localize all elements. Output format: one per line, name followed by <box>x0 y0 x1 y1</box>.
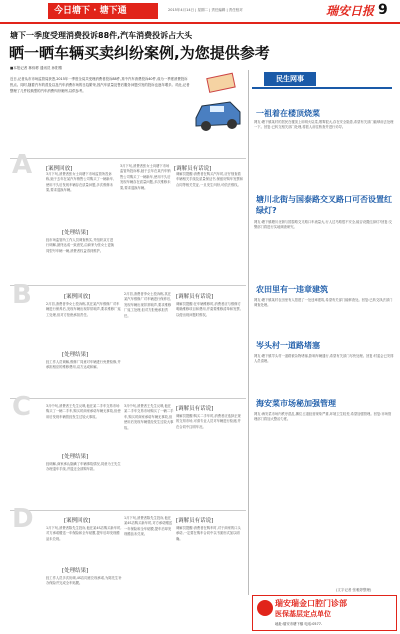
issue-date: 2015年4月14日 | 星期二 | 责任编辑 | 责任校对 <box>168 8 243 12</box>
sidebar-item-text: 网友:塘下镇岑头村一道路被杂物堵塞,影响车辆通行,希望有关部门尽快处理。回复:村委会已安排人员清理。 <box>254 354 394 364</box>
result-text: 经调解,商家承认隐瞒了车辆事故情况,同意为王先生办理退车手续,并退还全部购车款。 <box>46 462 121 472</box>
case-text-2: 3月中旬,消费者王先生反映,他在某二手车交易市场购买了一辆二手车,购买时商家承诺车辆无事故,但使用后发现车辆曾经发生过较大事故。 <box>124 404 174 430</box>
case-label: [案例回放] <box>64 518 91 524</box>
comment-text: 调解员提醒:消费者在购车时,对于商家的口头承诺,一定要在购车合同中以书面形式加以明确。 <box>176 526 241 541</box>
section-rule <box>10 510 246 511</box>
sidebar-badge: 民生网事 <box>264 72 316 86</box>
section-rule <box>10 398 246 399</box>
result-text: 经工作人员调解,维修厂同意对车辆进行免费检修,并承担相应的维修费用,双方达成和解。 <box>46 360 121 370</box>
result-text: 经工作人员多次协调,4S店同意兑现承诺,为陈先生补办保险并完成全车贴膜。 <box>46 576 122 586</box>
sidebar-item-title: 海安菜市场秘加强管理 <box>256 399 336 408</box>
case-text: 1月下旬,消费者陈先生投诉,他在某4S店购买新车时,对方承诺赠送一年保险和全车贴膜,提车后却发现赠品未兑现。 <box>46 526 122 541</box>
comment-text: 调解员提醒:消费者在购买汽车时,应仔细查看车辆相关手续及质量保证书,保留好购车发票和合同等相关凭证,一旦发生纠纷,可依法维权。 <box>176 172 243 187</box>
section-letter: A <box>12 150 33 180</box>
case-text-2: 2月初,消费者李女士投诉称,其在某汽车维修厂对车辆进行保养后,发现车辆出现异常响声,要求维修厂返工处理,但对方拒绝承担责任。 <box>124 292 172 318</box>
section-letter: B <box>12 280 32 310</box>
comment-label: [调解员有话说] <box>176 294 214 300</box>
result-label: [处理结果] <box>62 568 89 574</box>
result-label: [处理结果] <box>62 454 89 460</box>
sidebar-source: (文字记者 张雅婷整理) <box>336 588 372 592</box>
case-text: 3月下旬,消费者张女士向塘下市场监管所投诉称,她于去年在某汽车销售公司购买了一辆新车,使用不久后发现车辆存在质量问题,多次维修未果,要求退换车辆。 <box>46 172 115 193</box>
sidebar-item-title: 岑头村一道路堵塞 <box>256 341 320 350</box>
header-divider <box>0 22 400 24</box>
case-text-2: 1月下旬,消费者陈先生投诉,他在某4S店购买新车时,对方承诺赠送一年保险和全车贴膜,提车后却发现赠品未兑现。 <box>124 516 173 537</box>
page-number: 9 <box>378 2 388 18</box>
section-rule <box>10 285 246 286</box>
ad-subtitle: 医保基层定点单位 <box>275 610 331 618</box>
result-label: [处理结果] <box>62 352 89 358</box>
column-divider <box>248 70 249 595</box>
case-text-2: 3月下旬,消费者张女士向塘下市场监管所投诉称,她于去年在某汽车销售公司购买了一辆新车,使用不久后发现车辆存在质量问题,多次维修未果,要求退换车辆。 <box>120 164 171 190</box>
section-rule <box>10 158 246 159</box>
sidebar-header <box>252 72 392 89</box>
section-letter: D <box>12 504 34 534</box>
section-tag: 今日塘下 · 塘下通 <box>48 3 158 19</box>
comment-text: 调解员提醒:在车辆维修时,消费者应与维修方明确维修项目和费用,并索要维修清单和发票,以便出现问题时维权。 <box>176 302 241 317</box>
sidebar-item-text: 网友:塘下镇某村的居民在楼顶上用明火烧菜,烟雾很大,存在安全隐患,希望有关部门能够前去处理一下。回复:已转交相关部门处理,将派人前往核查并进行劝导。 <box>254 120 394 130</box>
article-headline: 晒一晒车辆买卖纠纷案例,为您提供参考 <box>9 44 270 62</box>
ad-title: 瑞安瑞金口腔门诊部 <box>275 599 347 608</box>
result-label: [处理结果] <box>62 230 89 236</box>
newspaper-logo: 瑞安日报 <box>326 4 375 18</box>
article-intro: 近日,记者从市市场监管局获悉,2015年一季度全局共受理消费者投诉88件,其中汽车消费投诉40件,成为一季度消费投诉热点。同时,随着汽车的普及以及汽车消费市场的日趋繁荣,因汽车质量及售后服务问题引发的投诉也逐年增多。对此,记者整理了几件较典型的汽车消费纠纷案例,以供参考。 <box>10 77 190 94</box>
case-label: [案例回放] <box>46 166 73 172</box>
case-text: 2月初,消费者李女士投诉称,其在某汽车维修厂对车辆进行保养后,发现车辆出现异常响声,要求维修厂返工处理,但对方拒绝承担责任。 <box>46 302 121 317</box>
car-illustration <box>190 72 245 142</box>
sidebar-item-text: 网友:塘下镇某村农田里有人搭建了一处违章建筑,希望有关部门能够查处。回复:已转交执法部门调查处理。 <box>254 298 393 308</box>
result-text: 经市场监管所工作人员调查核实,并组织双方进行调解,最终达成一致意见,由商家为张女士更换同型号车辆一辆,消费者权益得到维护。 <box>46 238 115 253</box>
comment-text: 调解员提醒:购买二手车时,消费者应选择正规的交易市场,可请专业人员对车辆进行检测,并在合同中注明车况。 <box>176 414 241 429</box>
clinic-logo-icon <box>257 600 273 616</box>
case-text: 3月中旬,消费者王先生反映,他在某二手车交易市场购买了一辆二手车,购买时商家承诺车辆无事故,但使用后发现车辆曾经发生过较大事故。 <box>46 404 121 419</box>
sidebar-item-text: 网友:塘下镇塘川北街与国泰路交叉路口车流量大,行人过马路很不安全,能否设置红绿灯?回复:交警部门将进行实地调查研究。 <box>254 220 392 230</box>
article-subtitle: 塘下一季度受理消费投诉88件,汽车消费投诉占大头 <box>10 31 193 40</box>
section-letter: C <box>12 392 32 422</box>
comment-label: [调解员有话说] <box>176 406 214 412</box>
sidebar-item-title: 农田里有一违章建筑 <box>256 285 328 294</box>
article-byline: ■本报记者 林伟彬 通讯员 孙阳骞 <box>10 66 63 70</box>
sidebar-item-title: 塘川北街与国泰路交叉路口可否设置红绿灯? <box>256 195 392 215</box>
sidebar-item-text: 网友:海安菜市场内秩序混乱,摊位占道经营现象严重,环境卫生较差,希望加强管理。回复:市场管理部门将加大整治力度。 <box>254 412 392 422</box>
advertisement <box>252 595 397 631</box>
comment-label: [调解员有话说] <box>174 166 212 172</box>
comment-label: [调解员有话说] <box>176 518 214 524</box>
ad-contact: 地址:瑞安市塘下镇 电话:0577- <box>275 622 323 626</box>
sidebar-item-title: 一祖着在楼顶烧菜 <box>256 109 320 118</box>
case-label: [案例回放] <box>64 294 91 300</box>
